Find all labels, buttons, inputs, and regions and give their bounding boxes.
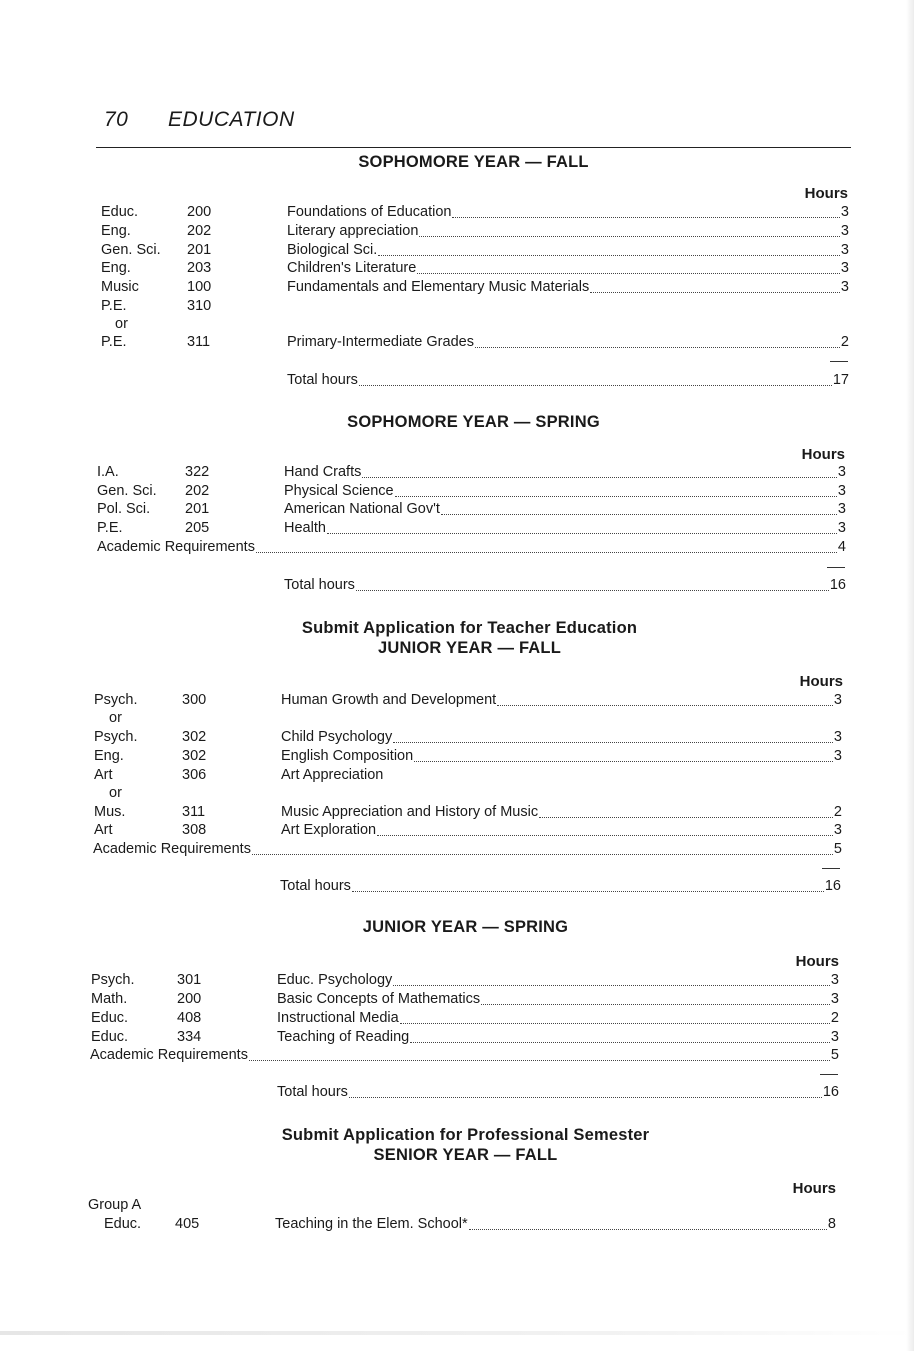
course-title: Biological Sci.	[287, 242, 378, 258]
course-detail	[287, 222, 849, 241]
course-subject: Psych.	[91, 972, 135, 988]
course-title: Fundamentals and Elementary Music Materials	[287, 279, 590, 295]
senior-fall-hours-label: Hours	[792, 1180, 836, 1197]
academic-detail	[90, 1046, 839, 1065]
dot-leader	[400, 1023, 830, 1024]
page-edge-shadow	[906, 0, 914, 1351]
course-title: Art Exploration	[281, 822, 377, 838]
course-subject: Gen. Sci.	[97, 483, 157, 499]
course-title: Music Appreciation and History of Music	[281, 804, 539, 820]
course-detail	[275, 1215, 836, 1234]
dot-leader	[393, 985, 830, 986]
page-header	[104, 108, 295, 132]
dot-leader	[441, 514, 837, 515]
course-hours: 3	[840, 223, 849, 239]
academic-detail	[97, 538, 846, 557]
course-row	[94, 803, 842, 822]
course-hours: 3	[837, 464, 846, 480]
course-subject: P.E.	[101, 334, 127, 350]
course-row	[101, 278, 849, 297]
junior-fall-title: JUNIOR YEAR — FALL	[378, 639, 561, 657]
page-bottom-shade	[0, 1331, 914, 1335]
dot-leader	[393, 742, 833, 743]
course-hours: 2	[840, 334, 849, 350]
course-title: Teaching in the Elem. School*	[275, 1216, 468, 1232]
course-hours: 3	[830, 991, 839, 1007]
total-detail	[280, 877, 841, 896]
course-number: 201	[185, 501, 210, 517]
course-number: 301	[177, 972, 202, 988]
course-row	[104, 1215, 836, 1234]
course-subject: Educ.	[91, 1029, 129, 1045]
course-subject: P.E.	[97, 520, 123, 536]
course-hours: 3	[833, 748, 842, 764]
dot-leader	[252, 854, 833, 855]
course-hours: 3	[833, 729, 842, 745]
course-subject: Educ.	[104, 1216, 142, 1232]
dot-leader	[356, 590, 829, 591]
soph-spring-hours-label: Hours	[801, 446, 845, 463]
course-number: 302	[182, 748, 207, 764]
dot-leader	[469, 1229, 827, 1230]
course-detail	[284, 519, 846, 538]
course-detail	[287, 203, 849, 222]
course-detail	[287, 333, 849, 352]
course-number: 311	[182, 804, 206, 820]
dot-leader	[395, 496, 837, 497]
course-subject: Art	[94, 767, 113, 783]
course-number: 306	[182, 767, 207, 783]
course-number: 308	[182, 822, 207, 838]
course-title: Educ. Psychology	[277, 972, 393, 988]
total-hours: 16	[822, 1084, 839, 1100]
course-title: Human Growth and Development	[281, 692, 497, 708]
course-detail	[281, 803, 842, 822]
academic-hours: 5	[833, 841, 842, 857]
course-title: American National Gov't	[284, 501, 440, 517]
course-row	[94, 691, 842, 710]
course-row	[97, 519, 846, 538]
course-hours: 3	[837, 520, 846, 536]
course-title: Physical Science	[284, 483, 394, 499]
total-row	[280, 877, 841, 896]
course-detail	[287, 278, 849, 297]
sum-dash	[820, 1074, 838, 1075]
course-row	[91, 971, 839, 990]
dot-leader	[256, 552, 837, 553]
course-title: Children's Literature	[287, 260, 417, 276]
dot-leader	[349, 1097, 822, 1098]
course-hours: 3	[837, 483, 846, 499]
course-subject: I.A.	[97, 464, 119, 480]
course-subject: Psych.	[94, 729, 138, 745]
course-detail	[281, 747, 842, 766]
course-hours: 3	[833, 692, 842, 708]
course-row	[97, 482, 846, 501]
dot-leader	[452, 217, 839, 218]
or-label: or	[115, 316, 128, 332]
course-row	[101, 241, 849, 260]
submit-teacher-note: Submit Application for Teacher Education	[301, 619, 638, 637]
dot-leader	[410, 1042, 830, 1043]
course-subject: Mus.	[94, 804, 126, 820]
soph-fall-hours-label: Hours	[804, 185, 848, 202]
dot-leader	[378, 255, 840, 256]
course-title: Instructional Media	[277, 1010, 399, 1026]
course-title: English Composition	[281, 748, 414, 764]
course-subject: Eng.	[101, 260, 131, 276]
course-subject: Pol. Sci.	[97, 501, 151, 517]
course-detail	[281, 728, 842, 747]
course-hours: 2	[830, 1010, 839, 1026]
section-title: EDUCATION	[168, 108, 295, 131]
total-hours: 16	[824, 878, 841, 894]
course-title: Art Appreciation	[281, 767, 384, 783]
course-subject: Math.	[91, 991, 128, 1007]
total-detail	[277, 1083, 839, 1102]
course-number: 334	[177, 1029, 202, 1045]
course-number: 200	[187, 204, 212, 220]
course-detail	[284, 463, 846, 482]
or-label: or	[109, 710, 122, 726]
academic-row	[97, 538, 846, 557]
soph-fall-title: SOPHOMORE YEAR — FALL	[358, 153, 589, 171]
course-hours: 3	[830, 972, 839, 988]
course-detail	[287, 259, 849, 278]
course-row	[91, 1009, 839, 1028]
course-row	[101, 297, 849, 316]
course-detail	[277, 1028, 839, 1047]
submit-professional-note: Submit Application for Professional Semester	[281, 1126, 650, 1144]
course-hours: 3	[830, 1029, 839, 1045]
course-row	[101, 333, 849, 352]
course-number: 202	[187, 223, 212, 239]
course-subject: Psych.	[94, 692, 138, 708]
junior-spring-title: JUNIOR YEAR — SPRING	[362, 918, 569, 936]
course-title: Child Psychology	[281, 729, 393, 745]
dot-leader	[475, 347, 840, 348]
academic-row	[90, 1046, 839, 1065]
course-row	[101, 259, 849, 278]
total-detail	[284, 576, 846, 595]
course-hours: 2	[833, 804, 842, 820]
course-detail	[277, 1009, 839, 1028]
course-number: 311	[187, 334, 211, 350]
dot-leader	[539, 817, 833, 818]
course-subject: Art	[94, 822, 113, 838]
dot-leader	[497, 705, 833, 706]
course-number: 203	[187, 260, 212, 276]
dot-leader	[362, 477, 837, 478]
course-number: 201	[187, 242, 212, 258]
dot-leader	[417, 273, 840, 274]
course-subject: Gen. Sci.	[101, 242, 161, 258]
course-detail	[287, 241, 849, 260]
course-number: 322	[185, 464, 210, 480]
course-hours: 3	[837, 501, 846, 517]
total-row	[287, 371, 849, 390]
course-number: 310	[187, 298, 212, 314]
course-title: Basic Concepts of Mathematics	[277, 991, 481, 1007]
course-subject: P.E.	[101, 298, 127, 314]
group-a-label: Group A	[88, 1197, 142, 1213]
course-subject: Music	[101, 279, 139, 295]
academic-hours: 4	[837, 539, 846, 555]
page-number: 70	[104, 108, 129, 131]
course-title: Health	[284, 520, 326, 536]
course-number: 300	[182, 692, 207, 708]
course-detail	[277, 971, 839, 990]
course-subject: Educ.	[91, 1010, 129, 1026]
senior-fall-title: SENIOR YEAR — FALL	[373, 1146, 558, 1164]
junior-spring-hours-label: Hours	[795, 953, 839, 970]
course-detail	[281, 691, 842, 710]
total-row	[284, 576, 846, 595]
soph-spring-title: SOPHOMORE YEAR — SPRING	[347, 413, 600, 431]
course-row	[91, 1028, 839, 1047]
dot-leader	[414, 761, 833, 762]
course-hours: 3	[833, 822, 842, 838]
course-title: Teaching of Reading	[277, 1029, 410, 1045]
course-hours: 8	[827, 1216, 836, 1232]
course-title: Literary appreciation	[287, 223, 419, 239]
total-row	[277, 1083, 839, 1102]
course-hours: 3	[840, 260, 849, 276]
dot-leader	[419, 236, 840, 237]
course-hours: 3	[840, 204, 849, 220]
course-row	[94, 766, 842, 785]
dot-leader	[377, 835, 833, 836]
academic-label: Academic Requirements	[90, 1047, 248, 1063]
sum-dash	[827, 567, 845, 568]
course-number: 408	[177, 1010, 202, 1026]
course-subject: Educ.	[101, 204, 139, 220]
course-row	[94, 821, 842, 840]
course-subject: Eng.	[101, 223, 131, 239]
or-label: or	[109, 785, 122, 801]
total-label: Total hours	[287, 372, 358, 388]
course-number: 200	[177, 991, 202, 1007]
total-hours: 17	[832, 372, 849, 388]
total-label: Total hours	[284, 577, 355, 593]
dot-leader	[352, 891, 824, 892]
course-detail	[277, 990, 839, 1009]
academic-hours: 5	[830, 1047, 839, 1063]
dot-leader	[590, 292, 840, 293]
dot-leader	[249, 1060, 830, 1061]
academic-label: Academic Requirements	[93, 841, 251, 857]
total-label: Total hours	[277, 1084, 348, 1100]
academic-row	[93, 840, 842, 859]
academic-label: Academic Requirements	[97, 539, 255, 555]
course-row	[91, 990, 839, 1009]
course-row	[97, 500, 846, 519]
course-number: 202	[185, 483, 210, 499]
course-detail	[284, 500, 846, 519]
total-label: Total hours	[280, 878, 351, 894]
course-hours: 3	[840, 242, 849, 258]
group-label	[88, 1196, 141, 1215]
course-number: 100	[187, 279, 212, 295]
dot-leader	[359, 385, 832, 386]
dot-leader	[481, 1004, 830, 1005]
academic-detail	[93, 840, 842, 859]
course-row	[97, 463, 846, 482]
junior-fall-hours-label: Hours	[799, 673, 843, 690]
course-detail	[284, 482, 846, 501]
course-number: 302	[182, 729, 207, 745]
course-row	[94, 747, 842, 766]
course-hours: 3	[840, 279, 849, 295]
course-title: Foundations of Education	[287, 204, 452, 220]
course-title: Primary-Intermediate Grades	[287, 334, 474, 350]
course-row	[101, 222, 849, 241]
total-detail	[287, 371, 849, 390]
course-detail	[281, 821, 842, 840]
course-number: 405	[175, 1216, 200, 1232]
course-subject: Eng.	[94, 748, 124, 764]
total-hours: 16	[829, 577, 846, 593]
course-number: 205	[185, 520, 210, 536]
header-rule	[96, 147, 851, 148]
sum-dash	[822, 868, 840, 869]
course-row	[101, 203, 849, 222]
course-row	[94, 728, 842, 747]
course-title: Hand Crafts	[284, 464, 362, 480]
sum-dash	[830, 361, 848, 362]
dot-leader	[327, 533, 837, 534]
